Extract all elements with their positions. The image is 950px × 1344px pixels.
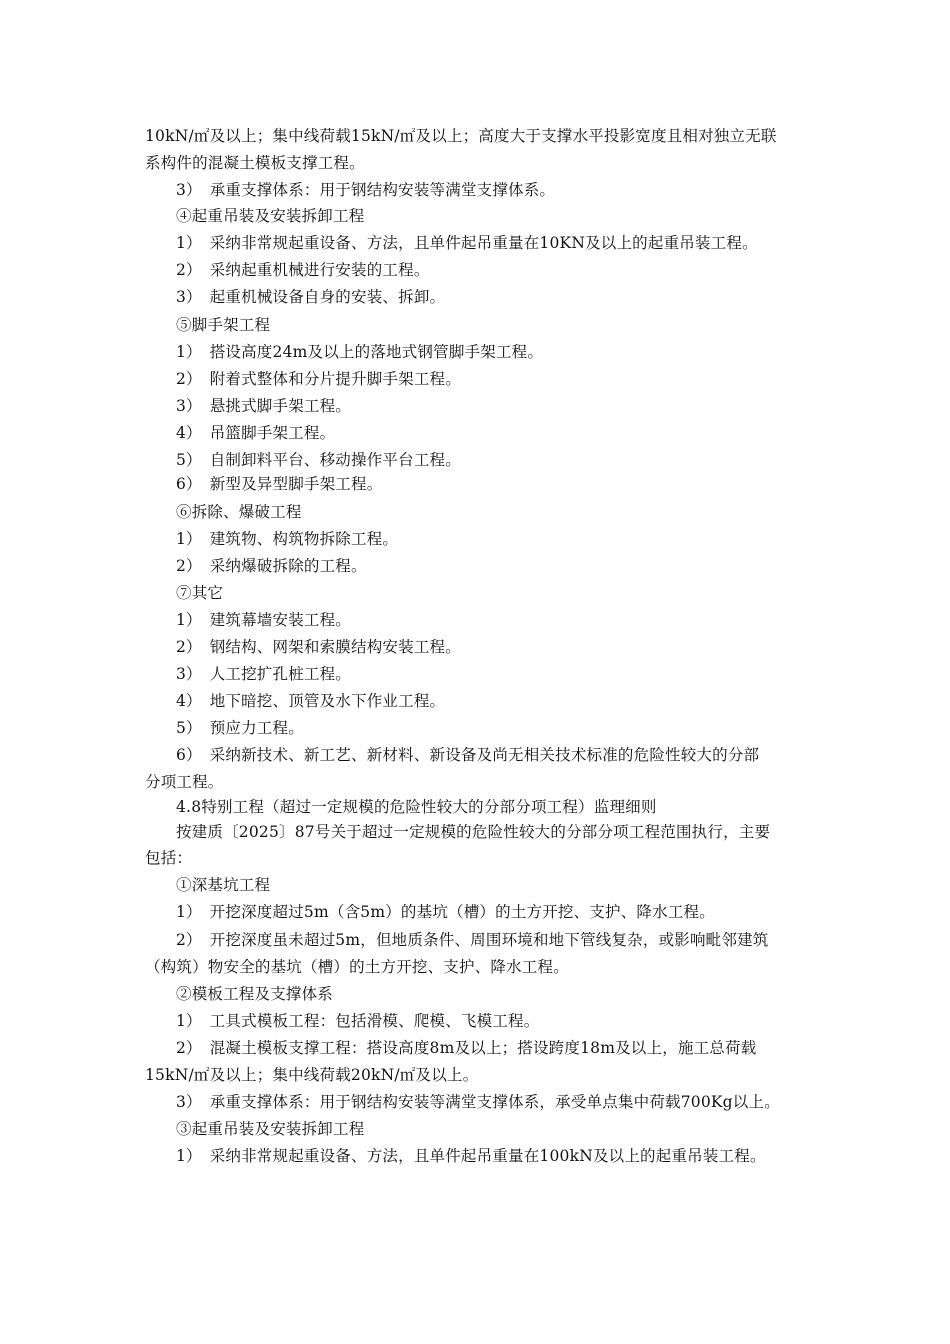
list-item: 5） 自制卸料平台、移动操作平台工程。 [176, 451, 461, 469]
list-item: 6） 新型及异型脚手架工程。 [176, 475, 383, 493]
list-item: 1） 搭设高度24m及以上的落地式钢管脚手架工程。 [176, 343, 544, 361]
list-item: 5） 预应力工程。 [176, 719, 304, 737]
list-item: 1） 采纳非常规起重设备、方法，且单件起吊重量在10KN及以上的起重吊装工程。 [176, 234, 758, 252]
text-line: 15kN/㎡及以上；集中线荷载20kN/㎡及以上。 [145, 1066, 479, 1084]
list-item: 3） 悬挑式脚手架工程。 [176, 397, 352, 415]
text-line: 按建质〔2025〕87号关于超过一定规模的危险性较大的分部分项工程范围执行，主要 [176, 823, 771, 841]
text-line: 分项工程。 [145, 773, 224, 791]
section-heading: ①深基坑工程 [176, 876, 271, 894]
text-line: 包括： [145, 849, 193, 867]
section-heading: ⑥拆除、爆破工程 [176, 503, 302, 521]
list-item: 3） 承重支撑体系：用于钢结构安装等满堂支撑体系，承受单点集中荷载700Kg以上。 [176, 1093, 780, 1111]
section-heading: ⑦其它 [176, 584, 224, 602]
list-item: 1） 建筑物、构筑物拆除工程。 [176, 530, 399, 548]
section-heading: ③起重吊装及安装拆卸工程 [176, 1120, 365, 1138]
list-item: 2） 开挖深度虽未超过5m，但地质条件、周围环境和地下管线复杂，或影响毗邻建筑 [176, 931, 769, 949]
list-item: 1） 工具式模板工程：包括滑模、爬模、飞模工程。 [176, 1012, 540, 1030]
list-item: 2） 附着式整体和分片提升脚手架工程。 [176, 370, 461, 388]
list-item: 3） 人工挖扩孔桩工程。 [176, 665, 352, 683]
list-item: 2） 采纳爆破拆除的工程。 [176, 557, 367, 575]
list-item: 1） 建筑幕墙安装工程。 [176, 611, 352, 629]
section-heading: ②模板工程及支撑体系 [176, 985, 334, 1003]
subsection-title: 4.8特别工程（超过一定规模的危险性较大的分部分项工程）监理细则 [176, 798, 657, 816]
list-item: 3） 承重支撑体系：用于钢结构安装等满堂支撑体系。 [176, 181, 556, 199]
section-heading: ④起重吊装及安装拆卸工程 [176, 207, 365, 225]
list-item: 4） 吊篮脚手架工程。 [176, 424, 336, 442]
list-item: 6） 采纳新技术、新工艺、新材料、新设备及尚无相关技术标准的危险性较大的分部 [176, 746, 760, 764]
list-item: 2） 钢结构、网架和索膜结构安装工程。 [176, 638, 461, 656]
text-line: （构筑）物安全的基坑（槽）的土方开挖、支护、降水工程。 [145, 958, 569, 976]
list-item: 2） 采纳起重机械进行安装的工程。 [176, 261, 430, 279]
section-heading: ⑤脚手架工程 [176, 316, 271, 334]
list-item: 1） 采纳非常规起重设备、方法，且单件起吊重量在100kN及以上的起重吊装工程。 [176, 1147, 766, 1165]
list-item: 3） 起重机械设备自身的安装、拆卸。 [176, 288, 446, 306]
list-item: 2） 混凝土模板支撑工程：搭设高度8m及以上；搭设跨度18m及以上，施工总荷载 [176, 1039, 757, 1057]
list-item: 1） 开挖深度超过5m（含5m）的基坑（槽）的土方开挖、支护、降水工程。 [176, 903, 715, 921]
text-line: 系构件的混凝土模板支撑工程。 [145, 154, 365, 172]
list-item: 4） 地下暗挖、顶管及水下作业工程。 [176, 692, 446, 710]
text-line: 10kN/㎡及以上；集中线荷载15kN/㎡及以上；高度大于支撑水平投影宽度且相对独立无联 [145, 127, 777, 145]
